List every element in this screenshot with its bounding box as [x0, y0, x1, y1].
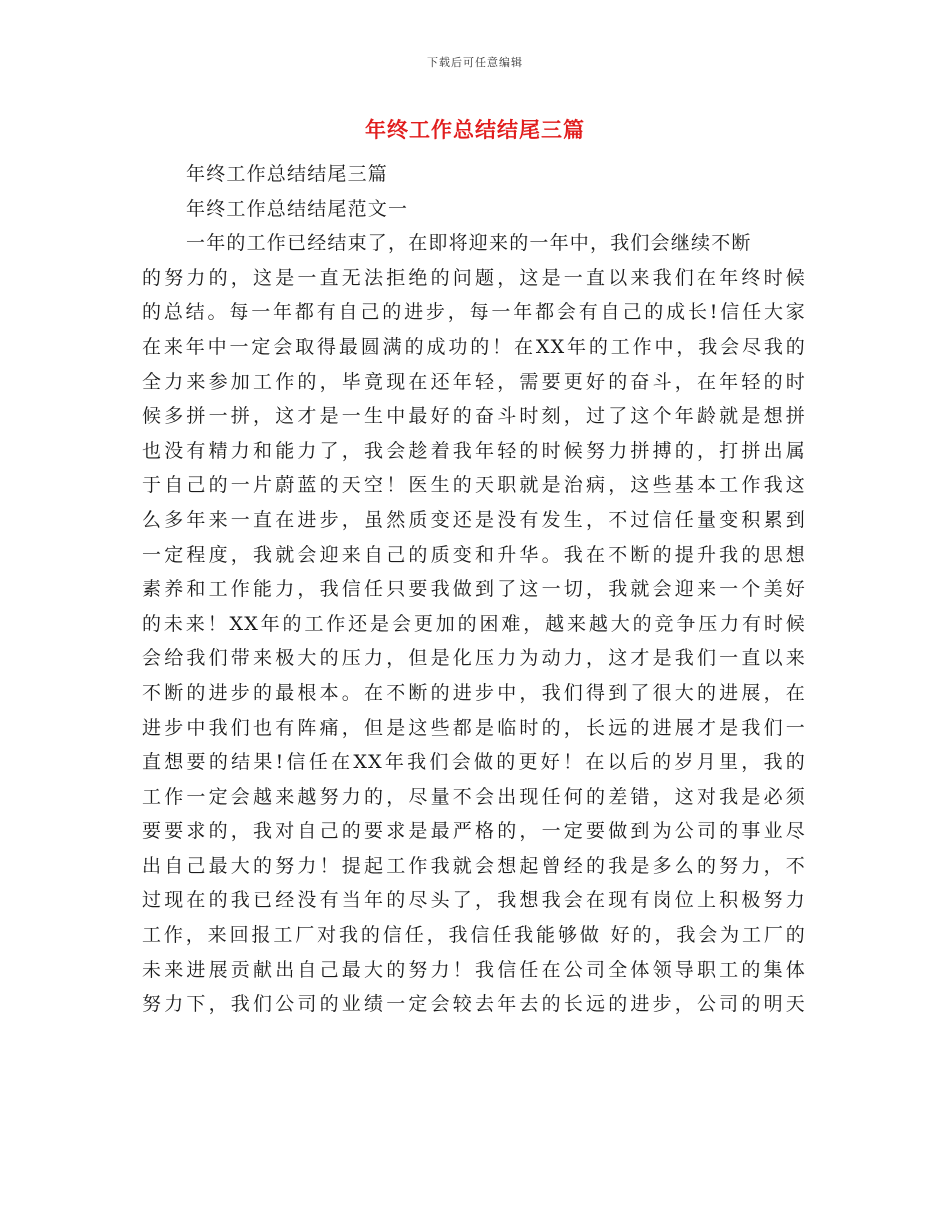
paragraph-line: 直想要的结果!信任在XX年我们会做的更好！在以后的岁月里，我的: [142, 751, 806, 774]
paragraph-line: 全力来参加工作的，毕竟现在还年轻，需要更好的奋斗，在年轻的时: [142, 370, 806, 393]
paragraph-line: 进步中我们也有阵痛，但是这些都是临时的，长远的进展才是我们一: [142, 716, 806, 739]
section-heading: 年终工作总结结尾范文一: [186, 197, 409, 220]
paragraph-line: 一年的工作已经结束了，在即将迎来的一年中，我们会继续不断: [186, 232, 752, 255]
paragraph-line: 的努力的，这是一直无法拒绝的问题，这是一直以来我们在年终时候: [142, 266, 806, 289]
document-title: 年终工作总结结尾三篇: [365, 117, 585, 142]
paragraph-line: 的未来！XX年的工作还是会更加的困难，越来越大的竞争压力有时候: [142, 612, 806, 635]
paragraph-line: 工作一定会越来越努力的，尽量不会出现任何的差错，这对我是必须: [142, 785, 806, 808]
paragraph-line: 会给我们带来极大的压力，但是化压力为动力，这才是我们一直以来: [142, 647, 806, 670]
paragraph-line: 候多拼一拼，这才是一生中最好的奋斗时刻，过了这个年龄就是想拼: [142, 405, 806, 428]
paragraph-line: 于自己的一片蔚蓝的天空！医生的天职就是治病，这些基本工作我这: [142, 474, 806, 497]
body-paragraph: [142, 226, 806, 1022]
paragraph-line: 工作，来回报工厂对我的信任，我信任我能够做 好的，我会为工厂的: [142, 924, 806, 947]
paragraph-line: 过现在的我已经没有当年的尽头了，我想我会在现有岗位上积极努力: [142, 889, 806, 912]
paragraph-line: 要要求的，我对自己的要求是最严格的，一定要做到为公司的事业尽: [142, 820, 806, 843]
paragraph-line: 素养和工作能力，我信任只要我做到了这一切，我就会迎来一个美好: [142, 578, 806, 601]
paragraph-line: 的总结。每一年都有自己的进步，每一年都会有自己的成长!信任大家: [142, 301, 806, 324]
paragraph-line: 不断的进步的最根本。在不断的进步中，我们得到了很大的进展，在: [142, 681, 806, 704]
header-note: 下载后可任意编辑: [427, 56, 523, 69]
paragraph-line: 出自己最大的努力！提起工作我就会想起曾经的我是多么的努力，不: [142, 854, 806, 877]
paragraph-line: 么多年来一直在进步，虽然质变还是没有发生，不过信任量变积累到: [142, 508, 806, 531]
paragraph-line: 努力下，我们公司的业绩一定会较去年去的长远的进步，公司的明天: [142, 993, 806, 1016]
paragraph-line: 也没有精力和能力了，我会趁着我年轻的时候努力拼搏的，打拼出属: [142, 439, 806, 462]
paragraph-line: 在来年中一定会取得最圆满的成功的！在XX年的工作中，我会尽我的: [142, 335, 806, 358]
subtitle-line: 年终工作总结结尾三篇: [186, 163, 389, 185]
document-body: [142, 157, 806, 1022]
paragraph-line: 一定程度，我就会迎来自己的质变和升华。我在不断的提升我的思想: [142, 543, 806, 566]
paragraph-line: 未来进展贡献出自己最大的努力！我信任在公司全体领导职工的集体: [142, 958, 806, 981]
